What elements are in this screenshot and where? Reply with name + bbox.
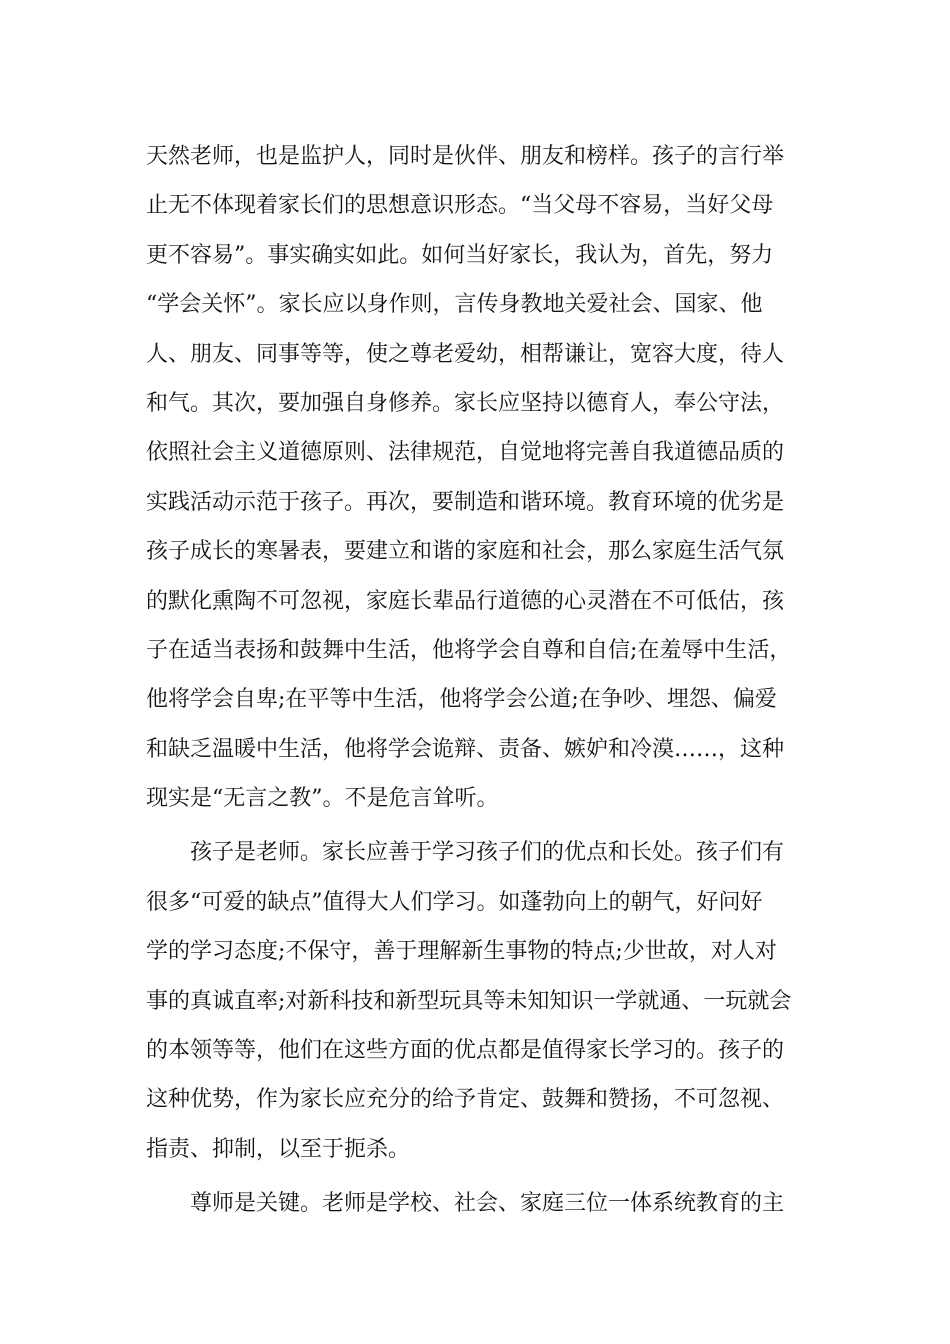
text-line: 天然老师，也是监护人，同时是伙伴、朋友和榜样。孩子的言行举 (146, 144, 785, 169)
text-line: 学的学习态度;不保守，善于理解新生事物的特点;少世故，对人对 (146, 939, 777, 965)
paragraph-3 (146, 1179, 806, 1228)
text-line: 实践活动示范于孩子。再次，要制造和谐环境。教育环境的优劣是 (146, 489, 785, 515)
text-line: 孩子成长的寒暑表，要建立和谐的家庭和社会，那么家庭生活气氛 (146, 539, 785, 565)
text-line: 尊师是关键。老师是学校、社会、家庭三位一体系统教育的主 (190, 1191, 785, 1217)
text-line: 指责、抑制，以至于扼杀。 (146, 1136, 411, 1162)
text-line: 止无不体现着家长们的思想意识形态。“当父母不容易，当好父母 (146, 193, 774, 219)
text-line: “学会关怀”。家长应以身作则，言传身教地关爱社会、国家、他 (146, 292, 763, 318)
document-body (146, 132, 806, 1229)
text-line: 孩子是老师。家长应善于学习孩子们的优点和长处。孩子们有 (190, 840, 785, 866)
text-line: 和气。其次，要加强自身修养。家长应坚持以德育人，奉公守法， (146, 390, 785, 416)
text-line: 更不容易”。事实确实如此。如何当好家长，我认为，首先，努力 (146, 242, 774, 268)
text-line: 人、朋友、同事等等，使之尊老爱幼，相帮谦让，宽容大度，待人 (146, 341, 785, 367)
paragraph-1 (146, 132, 806, 823)
text-line: 依照社会主义道德原则、法律规范，自觉地将完善自我道德品质的 (146, 440, 785, 466)
text-line: 事的真诚直率;对新科技和新型玩具等未知知识一学就通、一玩就会 (146, 988, 792, 1014)
text-line: 很多“可爱的缺点”值得大人们学习。如蓬勃向上的朝气，好问好 (146, 889, 763, 915)
text-line: 现实是“无言之教”。不是危言耸听。 (146, 786, 499, 812)
text-line: 这种优势，作为家长应充分的给予肯定、鼓舞和赞扬，不可忽视、 (146, 1087, 785, 1113)
text-line: 他将学会自卑;在平等中生活，他将学会公道;在争吵、埋怨、偏爱 (146, 687, 777, 713)
text-line: 和缺乏温暖中生活，他将学会诡辩、责备、嫉妒和冷漠……，这种 (146, 736, 785, 762)
paragraph-2 (146, 828, 806, 1174)
text-line: 子在适当表扬和鼓舞中生活，他将学会自尊和自信;在羞辱中生活， (146, 637, 792, 663)
text-line: 的本领等等，他们在这些方面的优点都是值得家长学习的。孩子的 (146, 1038, 785, 1064)
text-line: 的默化熏陶不可忽视，家庭长辈品行道德的心灵潜在不可低估，孩 (146, 588, 785, 614)
